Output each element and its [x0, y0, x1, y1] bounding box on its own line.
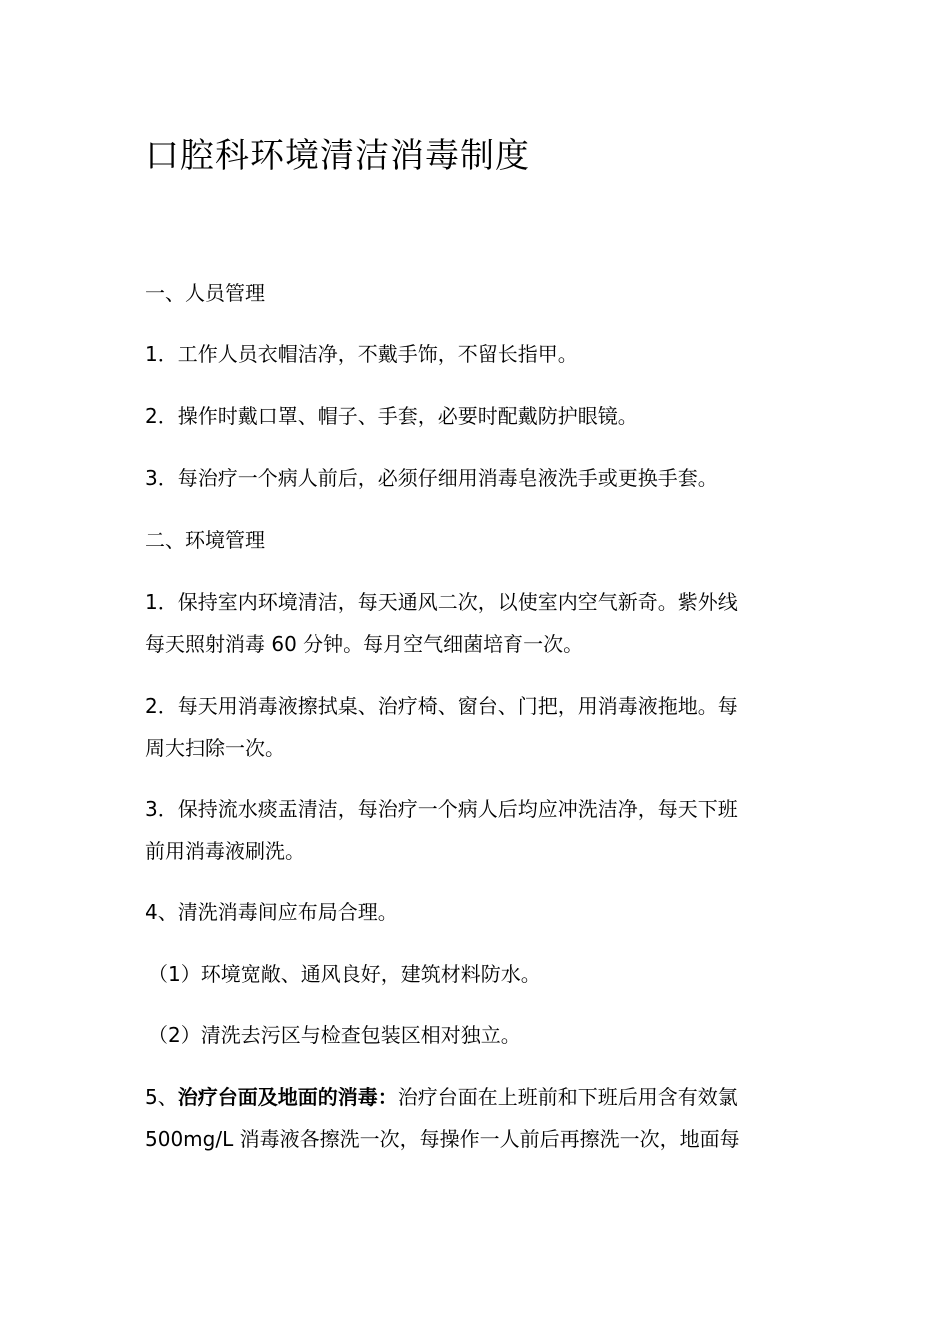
- personnel-item-2: 2．操作时戴口罩、帽子、手套，必要时配戴防护眼镜。: [145, 404, 638, 428]
- personnel-item-1: 1．工作人员衣帽洁净，不戴手饰，不留长指甲。: [145, 342, 578, 366]
- environment-item-2-line-2: 周大扫除一次。: [145, 736, 285, 760]
- environment-item-2: [145, 685, 810, 769]
- environment-item-5-line-2: 500mg/L 消毒液各擦洗一次，每操作一人前后再擦洗一次，地面每: [145, 1127, 740, 1151]
- environment-item-5: [145, 1076, 810, 1160]
- environment-item-3-line-1: 3．保持流水痰盂清洁，每治疗一个病人后均应冲洗洁净，每天下班: [145, 797, 738, 821]
- environment-item-1-line-2: 每天照射消毒 60 分钟。每月空气细菌培育一次。: [145, 632, 584, 656]
- environment-item-3: [145, 788, 810, 872]
- environment-item-5-bold-heading: 治疗台面及地面的消毒：: [177, 1085, 398, 1109]
- environment-item-5-text: 治疗台面在上班前和下班后用含有效氯: [397, 1085, 738, 1109]
- environment-item-1-line-1: 1．保持室内环境清洁，每天通风二次，以使室内空气新奇。紫外线: [145, 590, 738, 614]
- environment-item-4: 4、清洗消毒间应布局合理。: [145, 900, 398, 924]
- environment-item-5-prefix: 5、: [145, 1085, 178, 1109]
- section-heading-environment: 二、环境管理: [145, 528, 265, 552]
- environment-sub-item-1: （1）环境宽敞、通风良好，建筑材料防水。: [148, 962, 541, 986]
- document-title: 口腔科环境清洁消毒制度: [145, 136, 530, 176]
- environment-item-3-line-2: 前用消毒液刷洗。: [145, 839, 305, 863]
- environment-sub-item-2: （2）清洗去污区与检查包装区相对独立。: [148, 1023, 521, 1047]
- personnel-item-3: 3．每治疗一个病人前后，必须仔细用消毒皂液洗手或更换手套。: [145, 466, 718, 490]
- environment-item-1: [145, 581, 810, 665]
- section-heading-personnel: 一、人员管理: [145, 281, 265, 305]
- environment-item-2-line-1: 2．每天用消毒液擦拭桌、治疗椅、窗台、门把，用消毒液拖地。每: [145, 694, 738, 718]
- environment-item-5-line-1: [145, 1076, 810, 1118]
